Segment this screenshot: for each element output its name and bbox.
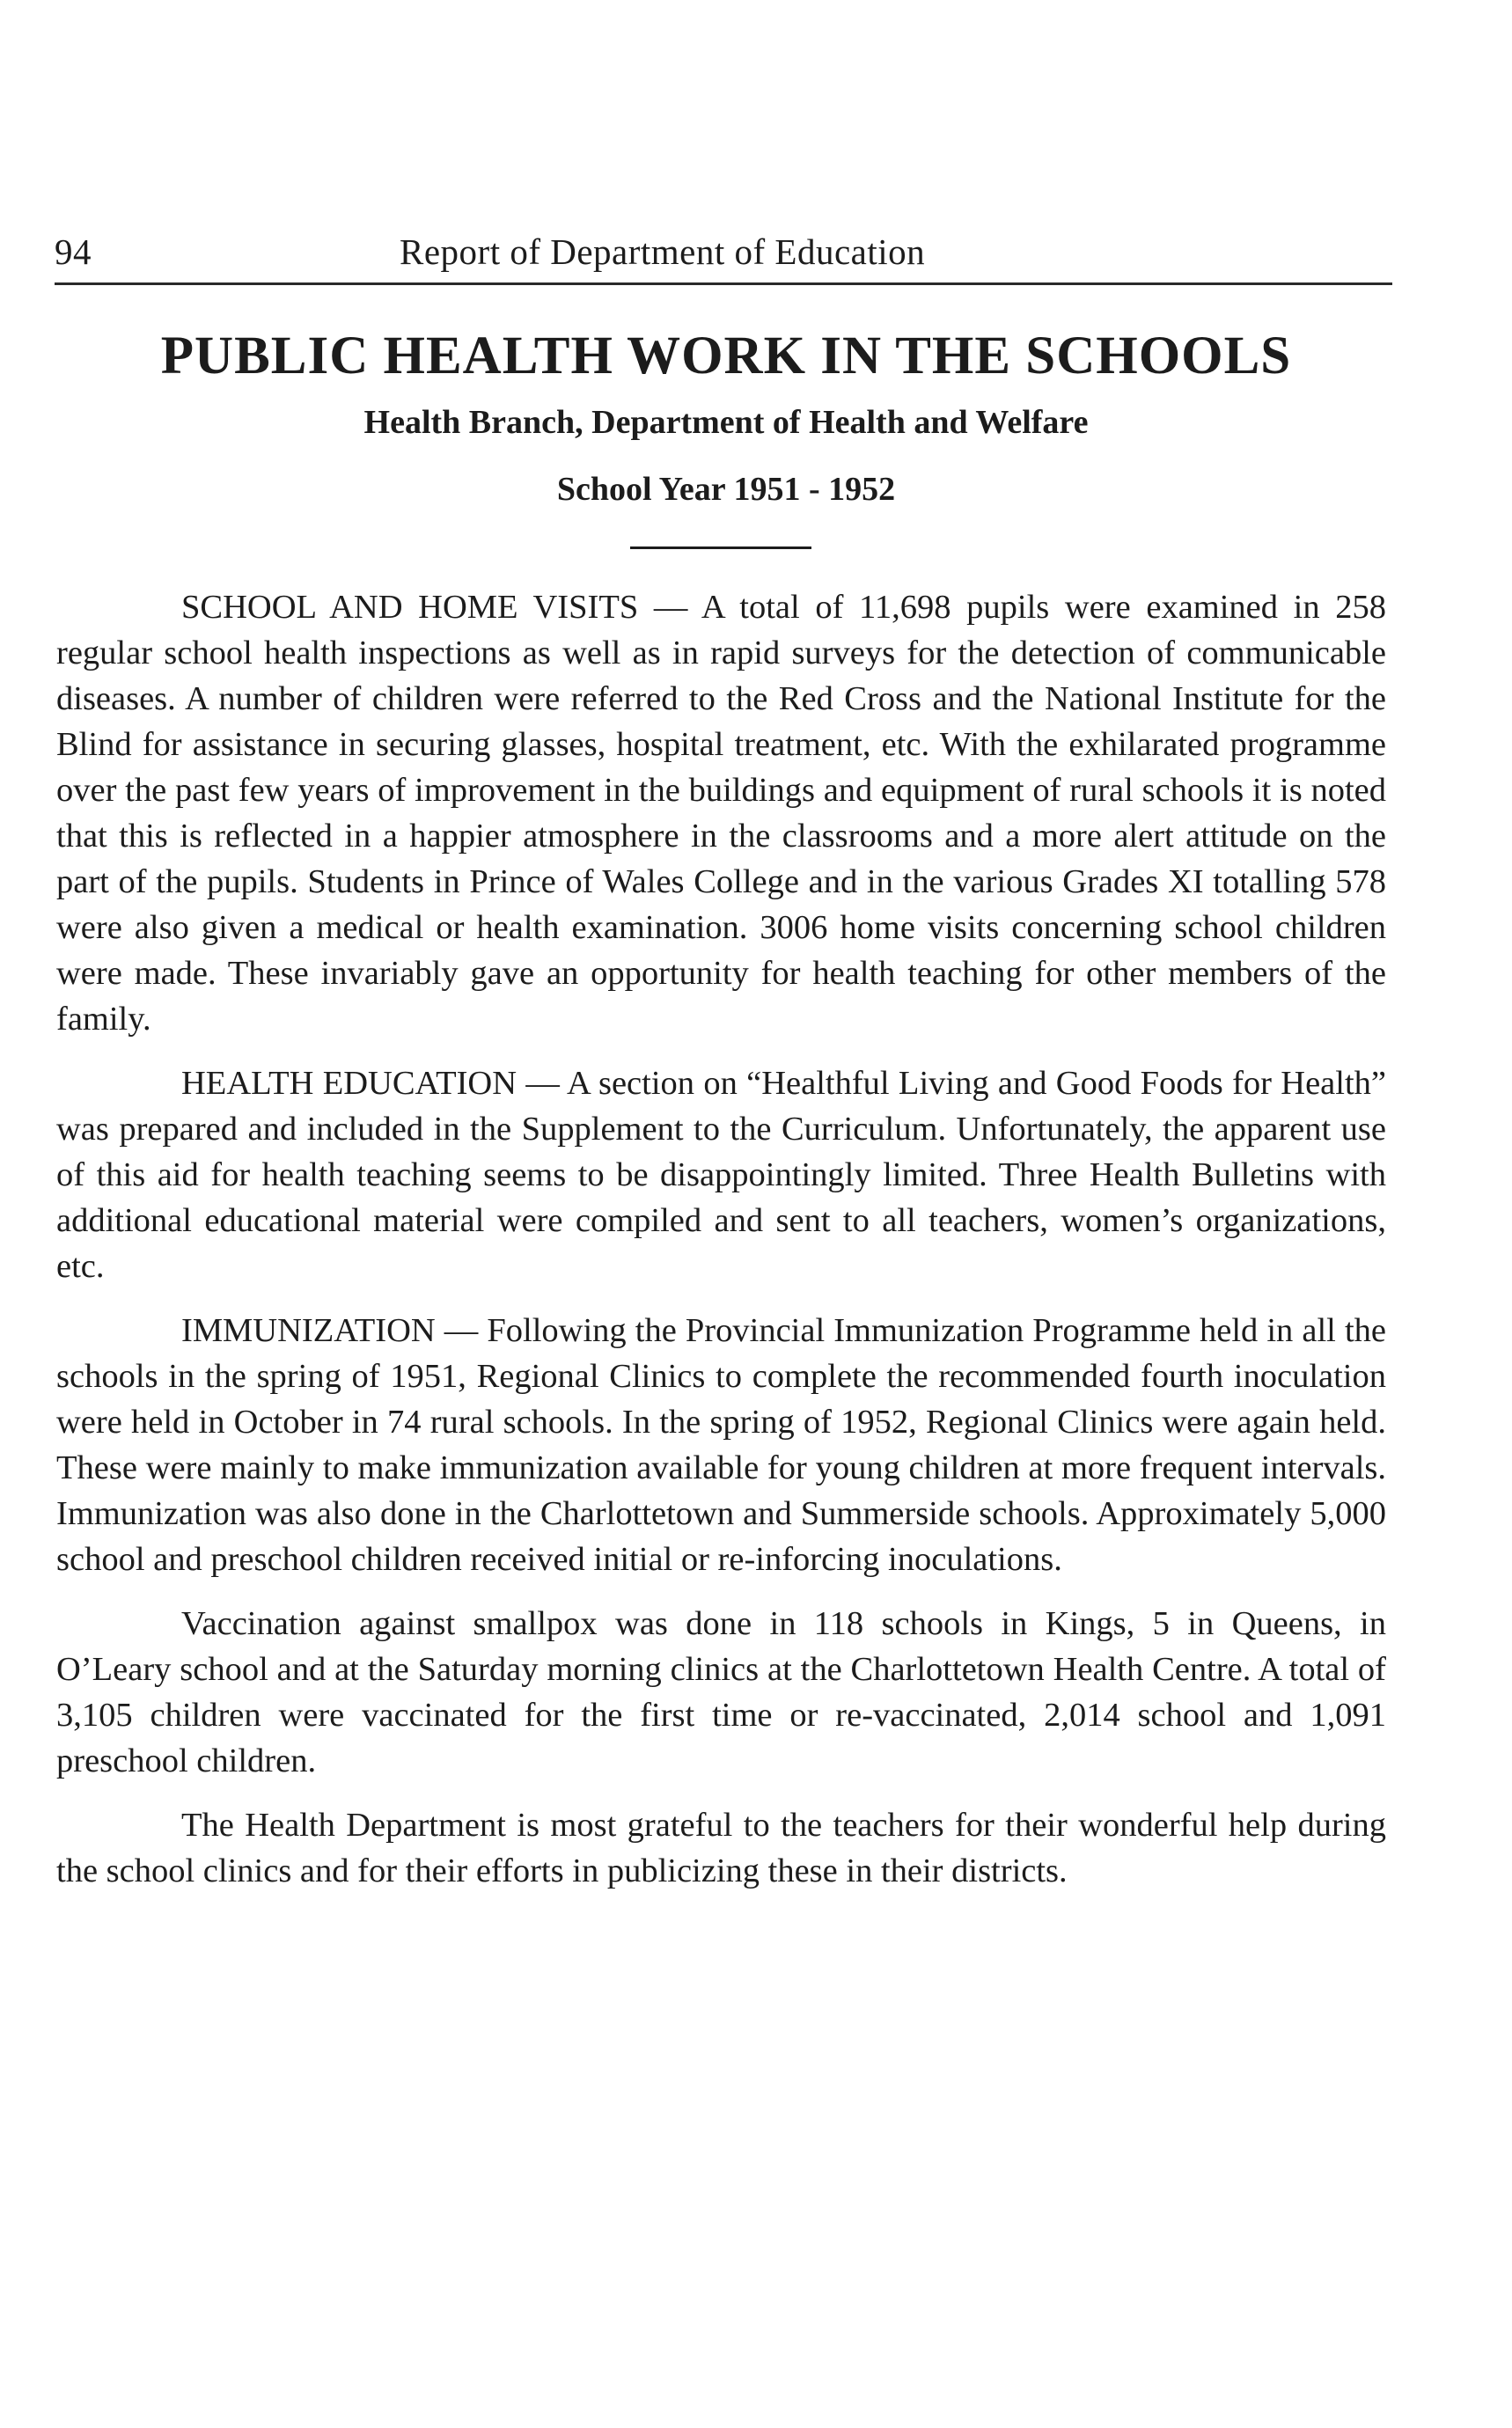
running-title: Report of Department of Education: [400, 231, 926, 272]
paragraph-immunization: IMMUNIZATION — Following the Provincial Immunization Programme held in all the schools in the spring of 1951, Regional Clinics to complete the recommended fourth inoculation were held in October in 74 rural schools. In the spring of 1952, Regional Clinics were again held. These were mainly to make immunization available for young children at more frequent intervals. Immunization was also done in the Charlottetown and Summerside schools. Approximately 5,000 school and preschool children received initial or re-inforcing inoculations.: [56, 1312, 1386, 1578]
paragraph-vaccination: Vaccination against smallpox was done in 118 schools in Kings, 5 in Queens, in O’Leary school and at the Saturday morning clinics at the Charlottetown Health Centre. A total of 3,105 children were vaccinated for the first time or re-vaccinated, 2,014 school and 1,091 preschool children.: [56, 1605, 1386, 1779]
title-divider: [630, 546, 811, 549]
body-text: [56, 584, 1386, 1912]
running-header: [55, 231, 1392, 275]
section-subtitle: Health Branch, Department of Health and Welfare: [363, 404, 1089, 441]
header-rule: [55, 282, 1392, 285]
paragraph-health-education: HEALTH EDUCATION — A section on “Healthful Living and Good Foods for Health” was prepared and included in the Supplement to the Curriculum. Unfortunately, the apparent use of this aid for health teaching seems to be disappointingly limited. Three Health Bulletins with additional educational material were compiled and sent to all teachers, women’s organizations, etc.: [56, 1065, 1386, 1285]
school-year: School Year 1951 - 1952: [556, 471, 896, 508]
paragraph-acknowledgement: The Health Department is most grateful to the teachers for their wonderful help during the school clinics and for their efforts in publicizing these in their districts.: [56, 1807, 1386, 1889]
section-title: PUBLIC HEALTH WORK IN THE SCHOOLS: [160, 326, 1292, 385]
paragraph-school-and-home-visits: SCHOOL AND HOME VISITS — A total of 11,698 pupils were examined in 258 regular school health inspections as well as in rapid surveys for the detection of communicable diseases. A number of children were referred to the Red Cross and the National Institute for the Blind for assistance in securing glasses, hospital treatment, etc. With the exhilarated programme over the past few years of improvement in the buildings and equipment of rural schools it is noted that this is reflected in a happier atmosphere in the classrooms and a more alert attitude on the part of the pupils. Students in Prince of Wales College and in the various Grades XI totalling 578 were also given a medical or health examination. 3006 home visits concerning school children were made. These invariably gave an opportunity for health teaching for other members of the family.: [56, 589, 1386, 1038]
page-number: 94: [55, 231, 92, 272]
